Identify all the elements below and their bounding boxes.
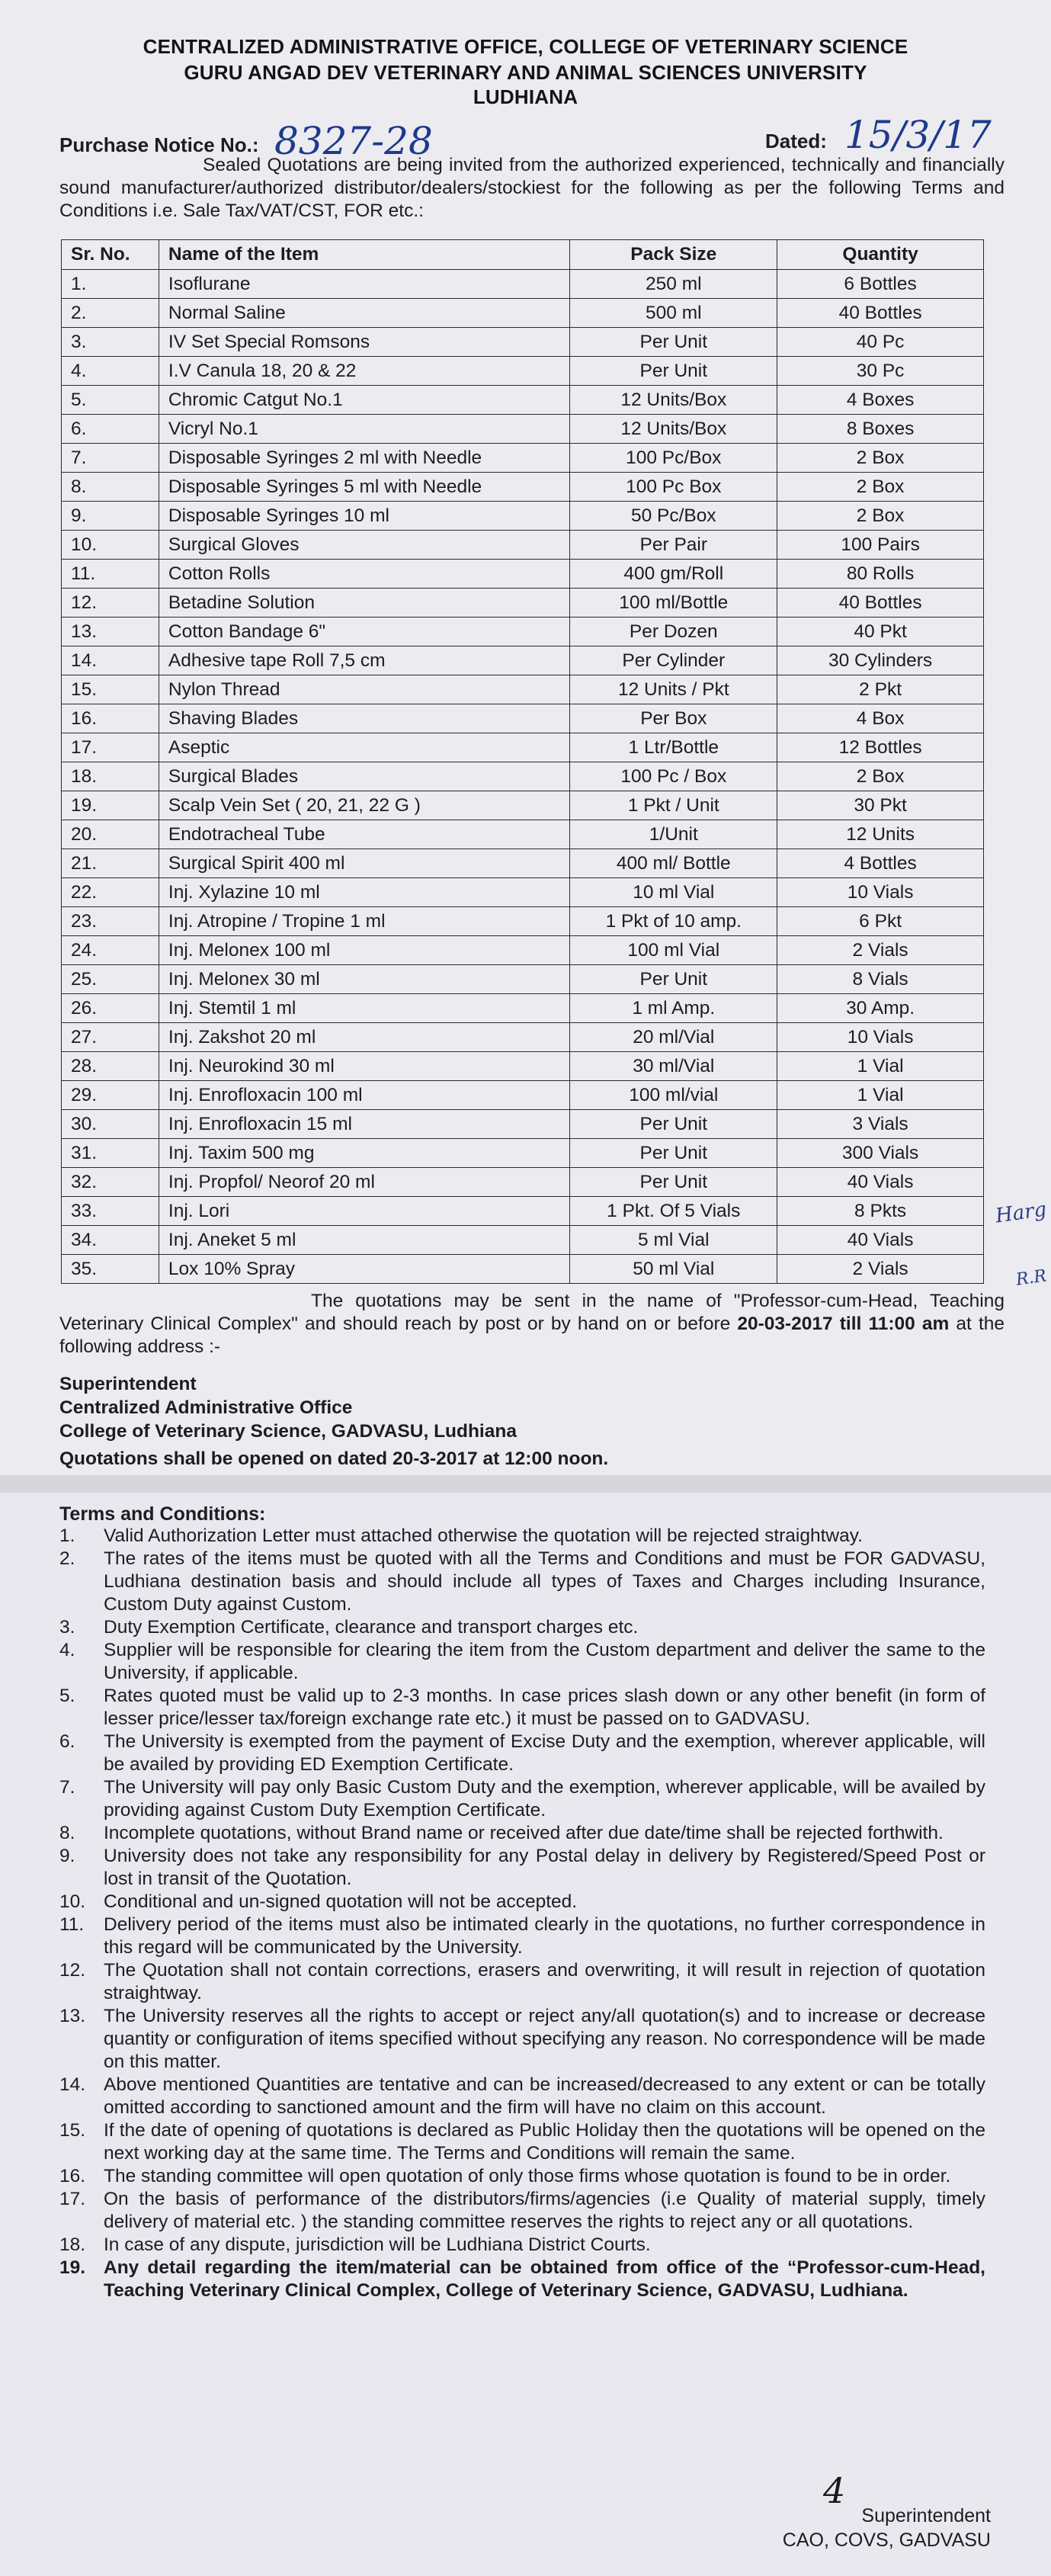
submission-text-a: The quotations may be sent in the name of "Professor-cum-Head, Teaching Veterinary Clinical Complex" and should reach by post or by hand on or before xyxy=(59,1291,1005,1334)
cell-quantity: 4 Boxes xyxy=(777,386,984,415)
dated-handwritten: 15/3/17 xyxy=(844,113,992,157)
cell-pack-size: Per Unit xyxy=(570,1139,777,1168)
signature-office: CAO, COVS, GADVASU xyxy=(782,2529,991,2551)
cell-item-name: Adhesive tape Roll 7,5 cm xyxy=(159,646,569,675)
cell-quantity: 12 Units xyxy=(777,820,984,849)
dated-label: Dated: xyxy=(765,130,827,152)
term-item xyxy=(59,1685,985,1731)
cell-sr-no: 26. xyxy=(62,994,159,1023)
cell-item-name: Inj. Melonex 30 ml xyxy=(159,965,569,994)
cell-quantity: 100 Pairs xyxy=(777,531,984,560)
term-item xyxy=(59,2165,985,2188)
cell-pack-size: Per Cylinder xyxy=(570,646,777,675)
term-item xyxy=(59,1616,985,1639)
signature-title: Superintendent xyxy=(861,2505,991,2526)
cell-sr-no: 1. xyxy=(62,270,159,299)
term-item xyxy=(59,2257,985,2302)
cell-item-name: Inj. Zakshot 20 ml xyxy=(159,1023,569,1052)
term-text: University does not take any responsibility for any Postal delay in delivery by Registered/Speed Post or lost in transit of the Quotation. xyxy=(104,1846,985,1889)
table-row xyxy=(62,1168,984,1197)
cell-item-name: Betadine Solution xyxy=(159,589,569,618)
cell-pack-size: 100 ml Vial xyxy=(570,936,777,965)
address-block xyxy=(59,1372,517,1443)
term-item xyxy=(59,2005,985,2074)
cell-sr-no: 10. xyxy=(62,531,159,560)
table-row xyxy=(62,618,984,646)
cell-item-name: Inj. Taxim 500 mg xyxy=(159,1139,569,1168)
term-item xyxy=(59,2074,985,2119)
cell-sr-no: 32. xyxy=(62,1168,159,1197)
term-number: 4. xyxy=(59,1640,75,1660)
cell-quantity: 2 Box xyxy=(777,444,984,473)
cell-pack-size: 12 Units/Box xyxy=(570,386,777,415)
cell-quantity: 2 Pkt xyxy=(777,675,984,704)
cell-quantity: 6 Pkt xyxy=(777,907,984,936)
signature-block xyxy=(686,2504,991,2552)
term-item xyxy=(59,1845,985,1891)
cell-quantity: 30 Amp. xyxy=(777,994,984,1023)
cell-item-name: Inj. Enrofloxacin 100 ml xyxy=(159,1081,569,1110)
cell-quantity: 40 Pkt xyxy=(777,618,984,646)
table-row xyxy=(62,994,984,1023)
cell-item-name: Normal Saline xyxy=(159,299,569,328)
term-item xyxy=(59,1776,985,1822)
col-header-quantity: Quantity xyxy=(777,240,984,270)
term-text: Rates quoted must be valid up to 2-3 months. In case prices slash down or any other benefit (in form of lesser price/lesser tax/foreign exchange rate etc.) it must be passed on to GADVASU. xyxy=(104,1686,985,1729)
term-number: 14. xyxy=(59,2074,86,2095)
term-number: 17. xyxy=(59,2189,86,2209)
term-text: Supplier will be responsible for clearing the item from the Custom department and deliver the same to the University, if applicable. xyxy=(104,1640,985,1683)
cell-quantity: 40 Pc xyxy=(777,328,984,357)
cell-sr-no: 28. xyxy=(62,1052,159,1081)
table-row xyxy=(62,560,984,589)
cell-sr-no: 29. xyxy=(62,1081,159,1110)
cell-item-name: Surgical Blades xyxy=(159,762,569,791)
term-text: Conditional and un-signed quotation will not be accepted. xyxy=(104,1891,578,1912)
cell-item-name: Inj. Neurokind 30 ml xyxy=(159,1052,569,1081)
cell-quantity: 8 Pkts xyxy=(777,1197,984,1226)
cell-pack-size: 250 ml xyxy=(570,270,777,299)
cell-item-name: Inj. Lori xyxy=(159,1197,569,1226)
term-text: If the date of opening of quotations is declared as Public Holiday then the quotations will be opened on the next working day at the same time. The Terms and Conditions will remain the same. xyxy=(104,2120,985,2164)
address-line-1: Superintendent xyxy=(59,1374,197,1394)
submission-text-b: at the following address :- xyxy=(59,1314,1005,1357)
term-text: The University is exempted from the payment of Excise Duty and the exemption, wherever applicable, will be availed by providing ED Exemption Certificate. xyxy=(104,1731,985,1775)
cell-quantity: 1 Vial xyxy=(777,1052,984,1081)
cell-sr-no: 15. xyxy=(62,675,159,704)
cell-sr-no: 18. xyxy=(62,762,159,791)
term-text: In case of any dispute, jurisdiction will be Ludhiana District Courts. xyxy=(104,2234,651,2255)
cell-sr-no: 31. xyxy=(62,1139,159,1168)
cell-sr-no: 25. xyxy=(62,965,159,994)
term-number: 7. xyxy=(59,1777,75,1798)
cell-sr-no: 34. xyxy=(62,1226,159,1255)
cell-item-name: Endotracheal Tube xyxy=(159,820,569,849)
cell-sr-no: 17. xyxy=(62,733,159,762)
term-number: 6. xyxy=(59,1731,75,1752)
term-item xyxy=(59,1548,985,1616)
term-number: 8. xyxy=(59,1823,75,1843)
cell-pack-size: 100 ml/vial xyxy=(570,1081,777,1110)
cell-quantity: 4 Box xyxy=(777,704,984,733)
col-header-sr-no: Sr. No. xyxy=(62,240,159,270)
cell-sr-no: 35. xyxy=(62,1255,159,1284)
cell-quantity: 2 Box xyxy=(777,473,984,502)
term-number: 10. xyxy=(59,1891,86,1912)
cell-pack-size: 500 ml xyxy=(570,299,777,328)
cell-sr-no: 11. xyxy=(62,560,159,589)
term-number: 5. xyxy=(59,1686,75,1706)
cell-sr-no: 22. xyxy=(62,878,159,907)
cell-quantity: 8 Vials xyxy=(777,965,984,994)
term-item xyxy=(59,2188,985,2234)
cell-pack-size: 5 ml Vial xyxy=(570,1226,777,1255)
cell-item-name: Aseptic xyxy=(159,733,569,762)
term-number: 18. xyxy=(59,2234,86,2255)
cell-quantity: 1 Vial xyxy=(777,1081,984,1110)
header-city-line: LUDHIANA xyxy=(473,85,578,108)
term-number: 11. xyxy=(59,1914,85,1935)
term-text: Incomplete quotations, without Brand name or received after due date/time shall be rejected forthwith. xyxy=(104,1823,944,1843)
term-text: The standing committee will open quotation of only those firms whose quotation is found to be in order. xyxy=(104,2166,951,2186)
term-item xyxy=(59,1914,985,1959)
cell-pack-size: 400 gm/Roll xyxy=(570,560,777,589)
signature-scribble: 4 xyxy=(823,2470,846,2511)
cell-quantity: 40 Bottles xyxy=(777,299,984,328)
term-number: 19. xyxy=(59,2257,86,2278)
term-text: Valid Authorization Letter must attached otherwise the quotation will be rejected straightway. xyxy=(104,1525,863,1546)
cell-pack-size: Per Unit xyxy=(570,357,777,386)
cell-pack-size: 1 Pkt / Unit xyxy=(570,791,777,820)
table-row xyxy=(62,1052,984,1081)
table-row xyxy=(62,473,984,502)
cell-quantity: 4 Bottles xyxy=(777,849,984,878)
term-text: Duty Exemption Certificate, clearance and transport charges etc. xyxy=(104,1617,639,1638)
notice-number-label: Purchase Notice No.: xyxy=(59,133,259,156)
cell-pack-size: 1 Pkt. Of 5 Vials xyxy=(570,1197,777,1226)
cell-item-name: IV Set Special Romsons xyxy=(159,328,569,357)
cell-sr-no: 20. xyxy=(62,820,159,849)
cell-quantity: 80 Rolls xyxy=(777,560,984,589)
cell-pack-size: 100 Pc / Box xyxy=(570,762,777,791)
term-number: 9. xyxy=(59,1846,75,1866)
cell-pack-size: 30 ml/Vial xyxy=(570,1052,777,1081)
table-row xyxy=(62,936,984,965)
cell-item-name: Nylon Thread xyxy=(159,675,569,704)
table-row xyxy=(62,791,984,820)
address-line-2: Centralized Administrative Office xyxy=(59,1397,353,1418)
cell-item-name: Inj. Atropine / Tropine 1 ml xyxy=(159,907,569,936)
address-line-3: College of Veterinary Science, GADVASU, Ludhiana xyxy=(59,1421,517,1442)
cell-quantity: 6 Bottles xyxy=(777,270,984,299)
table-row xyxy=(62,531,984,560)
table-row xyxy=(62,357,984,386)
term-text: Above mentioned Quantities are tentative and can be increased/decreased to any extent or can be totally omitted according to sanctioned amount and the firm will have no claim on this account. xyxy=(104,2074,985,2118)
term-number: 13. xyxy=(59,2006,86,2026)
cell-quantity: 30 Pc xyxy=(777,357,984,386)
header-university-line: GURU ANGAD DEV VETERINARY AND ANIMAL SCIENCES UNIVERSITY xyxy=(184,61,867,84)
cell-sr-no: 2. xyxy=(62,299,159,328)
term-number: 3. xyxy=(59,1617,75,1638)
table-row xyxy=(62,733,984,762)
cell-item-name: Isoflurane xyxy=(159,270,569,299)
term-item xyxy=(59,1822,985,1845)
cell-pack-size: 100 Pc/Box xyxy=(570,444,777,473)
table-row xyxy=(62,646,984,675)
cell-quantity: 2 Vials xyxy=(777,936,984,965)
table-row xyxy=(62,444,984,473)
cell-pack-size: Per Unit xyxy=(570,965,777,994)
term-item xyxy=(59,2119,985,2165)
cell-quantity: 300 Vials xyxy=(777,1139,984,1168)
cell-quantity: 2 Box xyxy=(777,762,984,791)
cell-pack-size: Per Pair xyxy=(570,531,777,560)
table-row xyxy=(62,820,984,849)
cell-quantity: 8 Boxes xyxy=(777,415,984,444)
term-number: 12. xyxy=(59,1960,86,1981)
table-row xyxy=(62,849,984,878)
notice-intro-paragraph: Sealed Quotations are being invited from the authorized experienced, technically and financially sound manufacturer/authorized distributor/dealers/stockiest for the following as per the following Terms and Conditions i.e. Sale Tax/VAT/CST, FOR etc.: xyxy=(59,155,1005,221)
term-item xyxy=(59,1959,985,2005)
cell-item-name: Cotton Rolls xyxy=(159,560,569,589)
term-item xyxy=(59,1639,985,1685)
term-text: The University will pay only Basic Custom Duty and the exemption, wherever applicable, will be availed by providing against Custom Duty Exemption Certificate. xyxy=(104,1777,985,1821)
term-item xyxy=(59,2234,985,2257)
cell-sr-no: 27. xyxy=(62,1023,159,1052)
term-text: On the basis of performance of the distributors/firms/agencies (i.e Quality of material supply, timely delivery of material etc. ) the standing committee reserves the rights to reject any or all quotations. xyxy=(104,2189,985,2232)
cell-pack-size: 10 ml Vial xyxy=(570,878,777,907)
submission-paragraph xyxy=(59,1290,1005,1359)
table-row xyxy=(62,299,984,328)
cell-sr-no: 6. xyxy=(62,415,159,444)
table-row xyxy=(62,1139,984,1168)
cell-pack-size: 400 ml/ Bottle xyxy=(570,849,777,878)
col-header-pack-size: Pack Size xyxy=(570,240,777,270)
cell-pack-size: Per Dozen xyxy=(570,618,777,646)
page-fold-gap xyxy=(0,1475,1051,1493)
table-row xyxy=(62,762,984,791)
term-text: Any detail regarding the item/material can be obtained from office of the “Professor-cum-Head, Teaching Veterinary Clinical Complex, College of Veterinary Science, GADVASU, Ludhiana. xyxy=(104,2257,985,2301)
table-row xyxy=(62,502,984,531)
table-row xyxy=(62,878,984,907)
cell-sr-no: 14. xyxy=(62,646,159,675)
cell-sr-no: 21. xyxy=(62,849,159,878)
table-row xyxy=(62,1226,984,1255)
cell-pack-size: Per Unit xyxy=(570,1168,777,1197)
cell-pack-size: 100 Pc Box xyxy=(570,473,777,502)
cell-sr-no: 13. xyxy=(62,618,159,646)
cell-pack-size: 12 Units/Box xyxy=(570,415,777,444)
cell-quantity: 30 Pkt xyxy=(777,791,984,820)
margin-handwritten-note-2: R.R xyxy=(1014,1266,1048,1290)
cell-item-name: Shaving Blades xyxy=(159,704,569,733)
term-text: The Quotation shall not contain corrections, erasers and overwriting, it will result in rejection of quotation straightway. xyxy=(104,1960,985,2003)
items-table-header-row xyxy=(62,240,984,270)
cell-quantity: 3 Vials xyxy=(777,1110,984,1139)
table-row xyxy=(62,1081,984,1110)
terms-title: Terms and Conditions: xyxy=(59,1503,266,1525)
cell-item-name: Disposable Syringes 10 ml xyxy=(159,502,569,531)
cell-quantity: 10 Vials xyxy=(777,878,984,907)
term-number: 2. xyxy=(59,1548,75,1569)
cell-quantity: 12 Bottles xyxy=(777,733,984,762)
cell-sr-no: 7. xyxy=(62,444,159,473)
cell-pack-size: 100 ml/Bottle xyxy=(570,589,777,618)
cell-item-name: Cotton Bandage 6" xyxy=(159,618,569,646)
table-row xyxy=(62,415,984,444)
opening-date-line: Quotations shall be opened on dated 20-3-2017 at 12:00 noon. xyxy=(59,1448,609,1469)
table-row xyxy=(62,1023,984,1052)
term-number: 15. xyxy=(59,2120,86,2141)
cell-pack-size: Per Box xyxy=(570,704,777,733)
cell-quantity: 2 Box xyxy=(777,502,984,531)
cell-sr-no: 33. xyxy=(62,1197,159,1226)
cell-pack-size: 20 ml/Vial xyxy=(570,1023,777,1052)
cell-item-name: Inj. Aneket 5 ml xyxy=(159,1226,569,1255)
cell-item-name: Disposable Syringes 2 ml with Needle xyxy=(159,444,569,473)
cell-sr-no: 19. xyxy=(62,791,159,820)
cell-pack-size: 1 ml Amp. xyxy=(570,994,777,1023)
cell-pack-size: 50 Pc/Box xyxy=(570,502,777,531)
term-item xyxy=(59,1891,985,1914)
cell-item-name: Scalp Vein Set ( 20, 21, 22 G ) xyxy=(159,791,569,820)
term-number: 1. xyxy=(59,1525,75,1546)
table-row xyxy=(62,907,984,936)
cell-item-name: Disposable Syringes 5 ml with Needle xyxy=(159,473,569,502)
term-text: The rates of the items must be quoted with all the Terms and Conditions and must be FOR GADVASU, Ludhiana destination basis and should include all types of Taxes and Charges including Insurance, Custom Duty against Custom. xyxy=(104,1548,985,1615)
table-row xyxy=(62,1255,984,1284)
term-text: The University reserves all the rights to accept or reject any/all quotation(s) and to increase or decrease quantity or configuration of items specified without specifying any reason. No correspondence will be made on this matter. xyxy=(104,2006,985,2072)
cell-pack-size: 1/Unit xyxy=(570,820,777,849)
table-row xyxy=(62,675,984,704)
cell-item-name: Surgical Gloves xyxy=(159,531,569,560)
cell-pack-size: 50 ml Vial xyxy=(570,1255,777,1284)
cell-sr-no: 23. xyxy=(62,907,159,936)
cell-quantity: 40 Vials xyxy=(777,1168,984,1197)
terms-list xyxy=(59,1525,985,2302)
cell-sr-no: 16. xyxy=(62,704,159,733)
cell-sr-no: 12. xyxy=(62,589,159,618)
term-text: Delivery period of the items must also be intimated clearly in the quotations, no further correspondence in this regard will be communicated by the University. xyxy=(104,1914,985,1958)
table-row xyxy=(62,704,984,733)
cell-item-name: Inj. Melonex 100 ml xyxy=(159,936,569,965)
cell-item-name: Inj. Enrofloxacin 15 ml xyxy=(159,1110,569,1139)
cell-pack-size: Per Unit xyxy=(570,1110,777,1139)
margin-handwritten-note-1: Harg xyxy=(993,1198,1048,1228)
term-number: 16. xyxy=(59,2166,86,2186)
table-row xyxy=(62,965,984,994)
cell-sr-no: 5. xyxy=(62,386,159,415)
cell-item-name: Inj. Stemtil 1 ml xyxy=(159,994,569,1023)
cell-quantity: 40 Bottles xyxy=(777,589,984,618)
term-item xyxy=(59,1525,985,1548)
cell-sr-no: 9. xyxy=(62,502,159,531)
table-row xyxy=(62,270,984,299)
col-header-item-name: Name of the Item xyxy=(159,240,569,270)
items-table xyxy=(61,239,984,1284)
header-college-line: CENTRALIZED ADMINISTRATIVE OFFICE, COLLEGE OF VETERINARY SCIENCE xyxy=(143,35,908,58)
cell-sr-no: 24. xyxy=(62,936,159,965)
term-item xyxy=(59,1731,985,1776)
table-row xyxy=(62,1197,984,1226)
cell-sr-no: 3. xyxy=(62,328,159,357)
cell-item-name: Inj. Xylazine 10 ml xyxy=(159,878,569,907)
cell-pack-size: 12 Units / Pkt xyxy=(570,675,777,704)
notice-number-handwritten: 8327-28 xyxy=(274,119,433,163)
cell-sr-no: 8. xyxy=(62,473,159,502)
cell-item-name: Inj. Propfol/ Neorof 20 ml xyxy=(159,1168,569,1197)
cell-item-name: Chromic Catgut No.1 xyxy=(159,386,569,415)
cell-quantity: 30 Cylinders xyxy=(777,646,984,675)
cell-item-name: Lox 10% Spray xyxy=(159,1255,569,1284)
submission-deadline: 20-03-2017 till 11:00 am xyxy=(737,1314,950,1334)
cell-quantity: 10 Vials xyxy=(777,1023,984,1052)
table-row xyxy=(62,589,984,618)
table-row xyxy=(62,328,984,357)
table-row xyxy=(62,386,984,415)
cell-sr-no: 30. xyxy=(62,1110,159,1139)
cell-pack-size: Per Unit xyxy=(570,328,777,357)
cell-quantity: 2 Vials xyxy=(777,1255,984,1284)
cell-item-name: Vicryl No.1 xyxy=(159,415,569,444)
cell-pack-size: 1 Pkt of 10 amp. xyxy=(570,907,777,936)
items-table-body xyxy=(62,270,984,1284)
cell-item-name: Surgical Spirit 400 ml xyxy=(159,849,569,878)
cell-item-name: I.V Canula 18, 20 & 22 xyxy=(159,357,569,386)
cell-pack-size: 1 Ltr/Bottle xyxy=(570,733,777,762)
cell-sr-no: 4. xyxy=(62,357,159,386)
cell-quantity: 40 Vials xyxy=(777,1226,984,1255)
table-row xyxy=(62,1110,984,1139)
